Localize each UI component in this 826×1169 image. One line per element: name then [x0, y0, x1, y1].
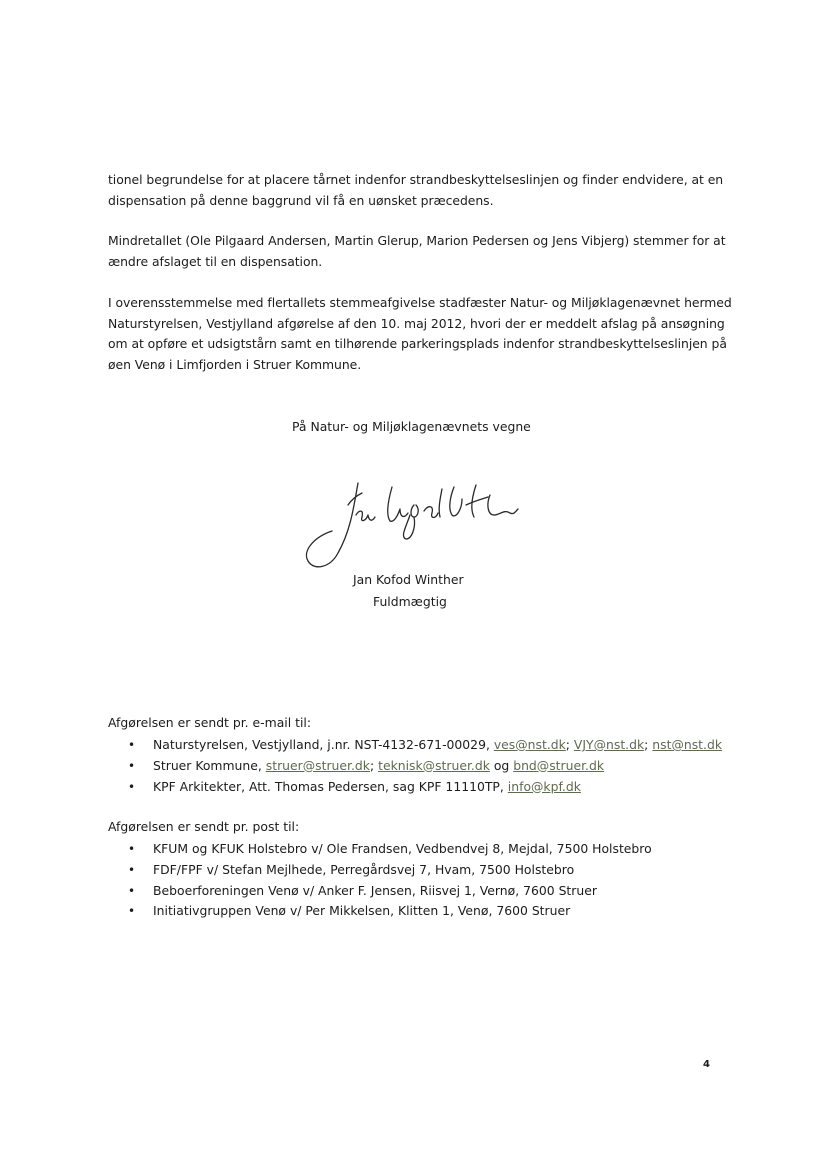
paragraph-minority: [108, 231, 726, 272]
email-link[interactable]: ves@nst.dk: [493, 737, 566, 752]
email-link[interactable]: teknisk@struer.dk: [378, 757, 490, 773]
text-line: øen Venø i Limfjorden i Struer Kommune.: [108, 356, 362, 372]
email-link[interactable]: VJY@nst.dk: [573, 737, 645, 752]
email-recipient-list: [108, 735, 722, 797]
list-item: • Initiativgruppen Venø v/ Per Mikkelsen, Klitten 1, Venø, 7600 Struer: [108, 901, 652, 922]
paragraph-decision: [108, 293, 732, 375]
list-item: • Struer Kommune, struer@struer.dk; teknisk@struer.dk og bnd@struer.dk: [108, 756, 722, 777]
text-line: Mindretallet (Ole Pilgaard Andersen, Martin Glerup, Marion Pedersen og Jens Vibjerg) stemmer for at: [108, 233, 726, 248]
post-recipient-list: [108, 839, 652, 922]
list-item: • FDF/FPF v/ Stefan Mejlhede, Perregårdsvej 7, Hvam, 7500 Holstebro: [108, 860, 652, 881]
email-link[interactable]: struer@struer.dk: [265, 757, 370, 773]
handwritten-signature: [296, 475, 522, 575]
on-behalf-line: På Natur- og Miljøklagenævnets vegne: [292, 419, 531, 434]
email-link[interactable]: info@kpf.dk: [507, 778, 581, 794]
email-link[interactable]: bnd@struer.dk: [513, 757, 605, 773]
signatory-title: Fuldmægtig: [373, 594, 447, 609]
list-item: • KPF Arkitekter, Att. Thomas Pedersen, sag KPF 11110TP, info@kpf.dk: [108, 777, 722, 798]
post-heading: Afgørelsen er sendt pr. post til:: [108, 819, 300, 834]
list-item: • KFUM og KFUK Holstebro v/ Ole Frandsen, Vedbendvej 8, Mejdal, 7500 Holstebro: [108, 839, 652, 860]
paragraph-precedent: [108, 170, 724, 211]
text-line: Naturstyrelsen, Vestjylland afgørelse af den 10. maj 2012, hvori der er meddelt afslag på ansøgning: [108, 315, 725, 331]
text-line: I overensstemmelse med flertallets stemmeafgivelse stadfæster Natur- og Miljøklagenævnet hermed: [108, 295, 732, 310]
text-line: tionel begrundelse for at placere tårnet indenfor strandbeskyttelseslinjen og finder endvidere, at en: [108, 172, 724, 187]
text-line: om at opføre et udsigtstårn samt en tilhørende parkeringsplads indenfor strandbeskyttelseslinjen på: [108, 336, 727, 351]
page-number: 4: [703, 1059, 710, 1070]
email-heading: Afgørelsen er sendt pr. e-mail til:: [108, 715, 312, 730]
signatory-name: Jan Kofod Winther: [353, 572, 464, 587]
list-item: • Naturstyrelsen, Vestjylland, j.nr. NST-4132-671-00029, ves@nst.dk; VJY@nst.dk; nst@nst.dk: [108, 735, 722, 756]
text-line: dispensation på denne baggrund vil få en uønsket præcedens.: [108, 192, 494, 208]
list-item: • Beboerforeningen Venø v/ Anker F. Jensen, Riisvej 1, Vernø, 7600 Struer: [108, 881, 652, 902]
email-link[interactable]: nst@nst.dk: [652, 737, 723, 752]
text-line: ændre afslaget til en dispensation.: [108, 253, 323, 269]
